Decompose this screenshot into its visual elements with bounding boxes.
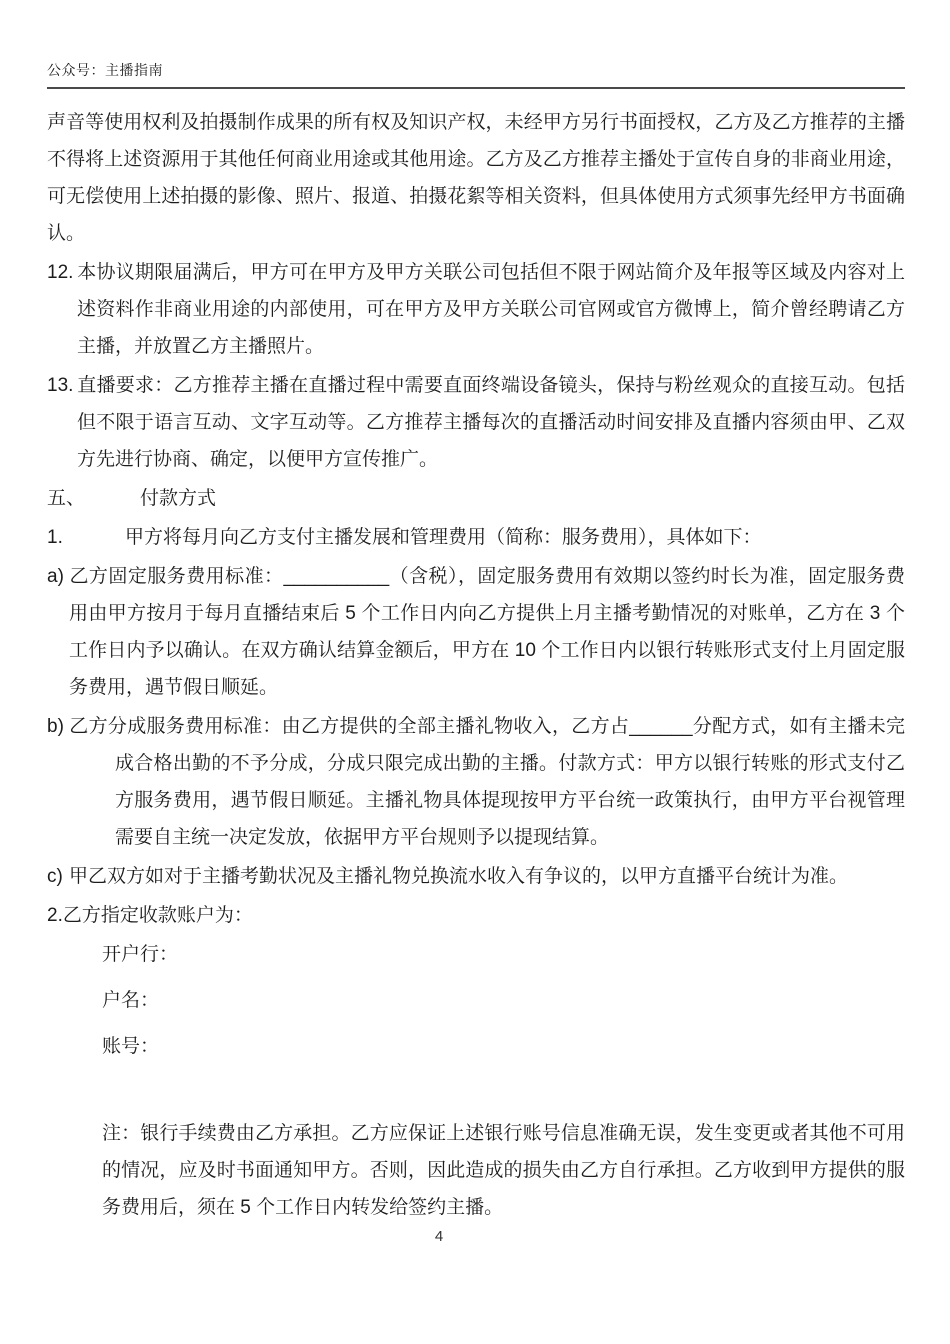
clause-payment-1c-marker: c) [47, 866, 63, 887]
clause-payment-1a-marker: a) [47, 566, 64, 587]
clause-payment-1a-text: 乙方固定服务费用标准：__________（含税），固定服务费用有效期以签约时长为准，固定服务费用由甲方按月于每月直播结束后 5 个工作日内向乙方提供上月主播考勤情况的对账单，乙方在 3 个工作日内予以确认。在双方确认结算金额后，甲方在 10 个工作日内以银行转账形式支付上月固定服务费用，遇节假日顺延。 [69, 566, 905, 698]
section-heading-payment [47, 480, 905, 517]
clause-payment-1b-marker: b) [47, 716, 64, 737]
clause-13 [47, 367, 905, 478]
page-number: 4 [434, 1228, 444, 1245]
bank-field-bank-name: 开户行： [102, 944, 179, 965]
payment-note: 注：银行手续费由乙方承担。乙方应保证上述银行账号信息准确无误，发生变更或者其他不可用的情况，应及时书面通知甲方。否则，因此造成的损失由乙方自行承担。乙方收到甲方提供的服务费用后，须在 5 个工作日内转发给签约主播。 [102, 1123, 905, 1218]
clause-13-number: 13. [47, 375, 74, 396]
section-heading-number: 五、 [47, 488, 86, 509]
clause-payment-1-number: 1. [47, 527, 63, 548]
clause-payment-1b-text: 乙方分成服务费用标准：由乙方提供的全部主播礼物收入，乙方占______分配方式，如有主播未完成合格出勤的不予分成，分成只限完成出勤的主播。付款方式：甲方以银行转账的形式支付乙方服务费用，遇节假日顺延。主播礼物具体提现按甲方平台统一政策执行，由甲方平台视管理需要自主统一决定发放，依据甲方平台规则予以提现结算。 [69, 716, 905, 848]
official-account-label: 公众号：主播指南 [47, 62, 163, 78]
document-body [47, 104, 905, 1226]
clause-payment-1 [47, 519, 905, 556]
bank-field-account-name: 户名： [102, 990, 160, 1011]
clause-12-text: 本协议期限届满后，甲方可在甲方及甲方关联公司包括但不限于网站简介及年报等区域及内容对上述资料作非商业用途的内部使用，可在甲方及甲方关联公司官网或官方微博上，简介曾经聘请乙方主播，并放置乙方主播照片。 [77, 262, 905, 357]
clause-payment-1c [47, 858, 905, 895]
page-footer [0, 1228, 950, 1245]
clause-13-text: 直播要求：乙方推荐主播在直播过程中需要直面终端设备镜头，保持与粉丝观众的直接互动。包括但不限于语言互动、文字互动等。乙方推荐主播每次的直播活动时间安排及直播内容须由甲、乙双方先进行协商、确定，以便甲方宣传推广。 [77, 375, 905, 470]
clause-12-number: 12. [47, 262, 74, 283]
clause-payment-1c-text: 甲乙双方如对于主播考勤状况及主播礼物兑换流水收入有争议的，以甲方直播平台统计为准。 [69, 866, 849, 887]
clause-12 [47, 254, 905, 365]
clause-continuation: 声音等使用权利及拍摄制作成果的所有权及知识产权，未经甲方另行书面授权，乙方及乙方推荐的主播不得将上述资源用于其他任何商业用途或其他用途。乙方及乙方推荐主播处于宣传自身的非商业用途，可无偿使用上述拍摄的影像、照片、报道、拍摄花絮等相关资料，但具体使用方式须事先经甲方书面确认。 [47, 112, 905, 244]
clause-payment-1b [47, 708, 905, 856]
clause-payment-1a [47, 558, 905, 706]
section-heading-title: 付款方式 [140, 488, 217, 509]
clause-payment-1-text: 甲方将每月向乙方支付主播发展和管理费用（简称：服务费用），具体如下： [125, 527, 762, 548]
bank-field-account-number: 账号： [102, 1036, 160, 1057]
clause-payment-2: 2.乙方指定收款账户为： [47, 905, 253, 926]
page-header [47, 60, 905, 89]
